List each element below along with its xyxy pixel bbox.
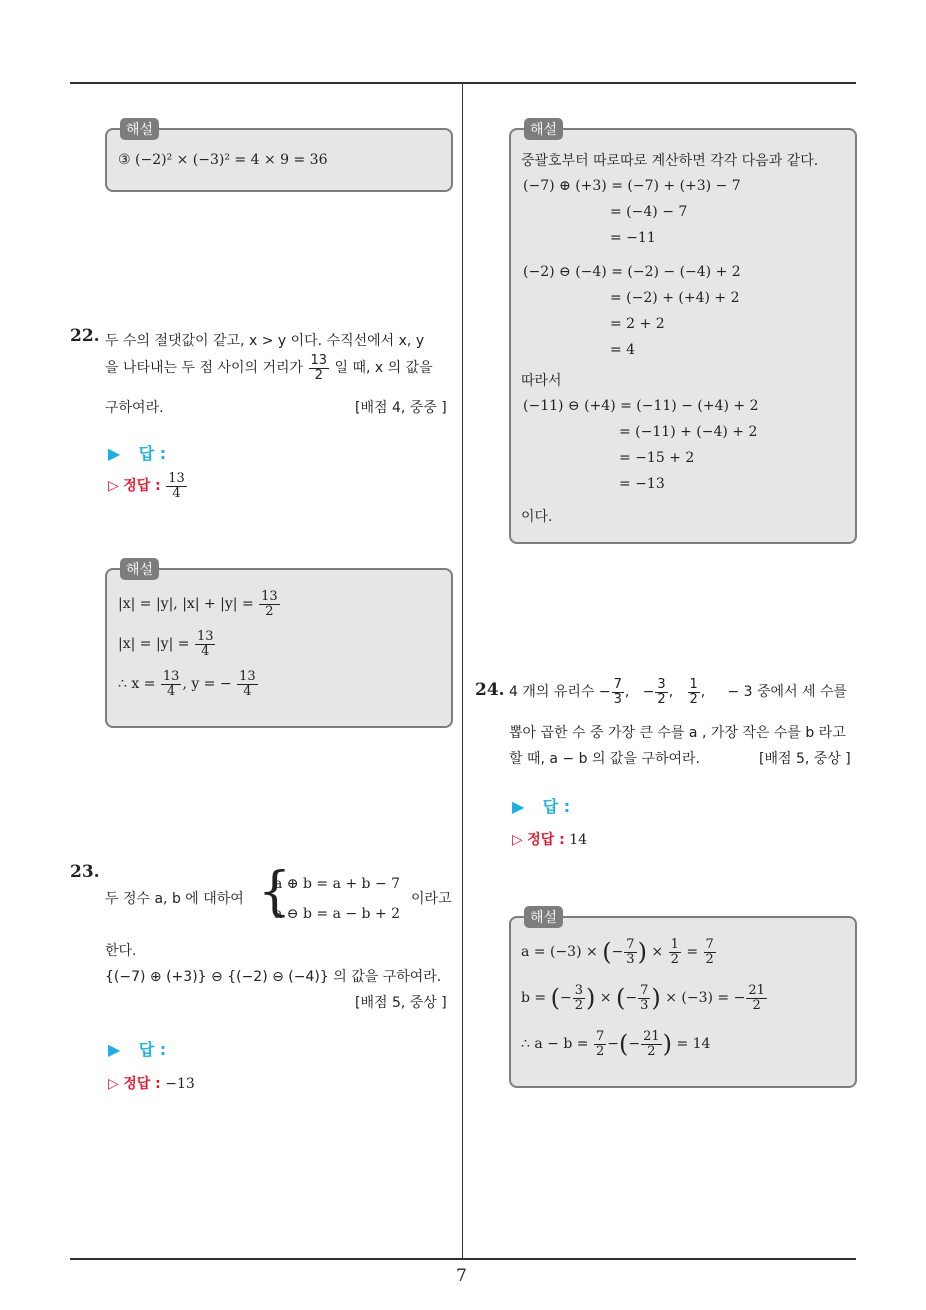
solution-23-a1: (−7) ⊕ (+3) = (−7) + (+3) − 7: [523, 178, 741, 194]
question-24-line3: 할 때, a − b 의 값을 구하여라.: [509, 751, 700, 767]
answer-label: 답 :: [138, 1040, 167, 1059]
question-23-line2: 한다.: [105, 943, 137, 959]
correct-value: −13: [165, 1076, 195, 1092]
play-arrow-icon: ▶: [108, 1040, 121, 1059]
question-24-line1: 4 개의 유리수 − $\frac{7}{3}$ , − $\frac{3}{2}$ , $\frac{1}{2}$ , − 3 중에서 세 수를: [509, 677, 848, 707]
question-24-points: [배점 5, 중상 ]: [759, 751, 851, 767]
question-22-line3: 구하여라.: [105, 400, 164, 416]
solution-22-line3: ∴ x = $\frac{13}{4}$ , y = − $\frac{13}{4}$: [118, 669, 256, 699]
question-22-line2: 을 나타내는 두 점 사이의 거리가 $\frac{13}{2}$ 일 때, x 의 값을: [105, 353, 433, 383]
solution-23-b3: = 2 + 2: [610, 316, 665, 332]
solution-23-so: 따라서: [521, 373, 562, 389]
correct-label: 정답 :: [123, 1076, 161, 1092]
question-23-def1: a ⊕ b = a + b − 7: [274, 876, 401, 892]
solution-23-intro: 중괄호부터 따로따로 계산하면 각각 다음과 같다.: [521, 153, 819, 169]
answer-label: 답 :: [138, 444, 167, 463]
solution-23-end: 이다.: [521, 509, 553, 525]
question-23-intro: 두 정수 a, b 에 대하여: [105, 891, 244, 907]
page-number: 7: [456, 1266, 467, 1286]
solution-24-line2: b = (− $\frac{3}{2}$ ) × (− $\frac{7}{3}$ ) × (−3) = − $\frac{21}{2}$: [521, 983, 765, 1013]
solution-tag: 해설: [524, 906, 563, 928]
play-arrow-icon: ▶: [108, 444, 121, 463]
solution-tag: 해설: [524, 118, 563, 140]
correct-label: 정답 :: [527, 832, 565, 848]
correct-value: 14: [569, 832, 588, 848]
answer-row-24[interactable]: [512, 794, 570, 817]
solution-22-line2: |x| = |y| = $\frac{13}{4}$: [118, 629, 214, 659]
question-23-line3: {(−7) ⊕ (+3)} ⊖ {(−2) ⊖ (−4)} 의 값을 구하여라.: [105, 969, 442, 985]
solution-23-c1: (−11) ⊖ (+4) = (−11) − (+4) + 2: [523, 398, 759, 414]
correct-label: 정답 :: [123, 478, 161, 495]
solution-23-c4: = −13: [619, 476, 665, 492]
solution-23-b4: = 4: [610, 342, 636, 358]
solution-23-c3: = −15 + 2: [619, 450, 695, 466]
question-number-23: 23.: [70, 862, 100, 882]
top-rule: [70, 82, 856, 84]
correct-fraction: $\frac{13}{4}$: [168, 471, 185, 501]
solution-tag: 해설: [120, 118, 159, 140]
solution-23-b1: (−2) ⊖ (−4) = (−2) − (−4) + 2: [523, 264, 741, 280]
solution-23-c2: = (−11) + (−4) + 2: [619, 424, 758, 440]
bottom-rule: [70, 1258, 856, 1260]
correct-answer-23: [108, 1073, 195, 1093]
question-23-suffix: 이라고: [411, 891, 452, 907]
question-22-points: [배점 4, 중중 ]: [355, 400, 447, 416]
play-arrow-icon: ▶: [512, 797, 525, 816]
question-22-line1: 두 수의 절댓값이 같고, x > y 이다. 수직선에서 x, y: [105, 333, 425, 349]
correct-answer-24: [512, 829, 587, 849]
hollow-arrow-icon: ▷: [512, 832, 523, 848]
answer-row-23[interactable]: [108, 1037, 166, 1060]
question-number-24: 24.: [475, 680, 505, 700]
solution-tag: 해설: [120, 558, 159, 580]
hollow-arrow-icon: ▷: [108, 478, 119, 495]
fraction: $\frac{13}{2}$: [310, 353, 328, 383]
column-divider: [462, 84, 463, 1260]
solution-24-line1: a = (−3) × (− $\frac{7}{3}$ ) × $\frac{1}{2}$ = $\frac{7}{2}$: [521, 937, 714, 967]
solution-23-a2: = (−4) − 7: [610, 204, 688, 220]
solution-23-b2: = (−2) + (+4) + 2: [610, 290, 740, 306]
solution-24-line3: ∴ a − b = $\frac{7}{2}$ −(− $\frac{21}{2}$ ) = 14: [521, 1029, 711, 1059]
question-24-line2: 뽑아 곱한 수 중 가장 큰 수를 a , 가장 작은 수를 b 라고: [509, 725, 846, 741]
question-number-22: 22.: [70, 326, 100, 346]
solution-22-line1: |x| = |y|, |x| + |y| = $\frac{13}{2}$: [118, 589, 278, 619]
answer-label: 답 :: [542, 797, 571, 816]
hollow-arrow-icon: ▷: [108, 1076, 119, 1092]
correct-answer-22: [108, 472, 188, 500]
solution-21-line: ③ (−2)² × (−3)² = 4 × 9 = 36: [118, 152, 328, 168]
question-23-def2: a ⊖ b = a − b + 2: [274, 906, 401, 922]
solution-23-a3: = −11: [610, 230, 656, 246]
question-23-points: [배점 5, 중상 ]: [355, 995, 447, 1011]
answer-row-22[interactable]: [108, 441, 166, 464]
left-brace: {: [258, 862, 292, 922]
